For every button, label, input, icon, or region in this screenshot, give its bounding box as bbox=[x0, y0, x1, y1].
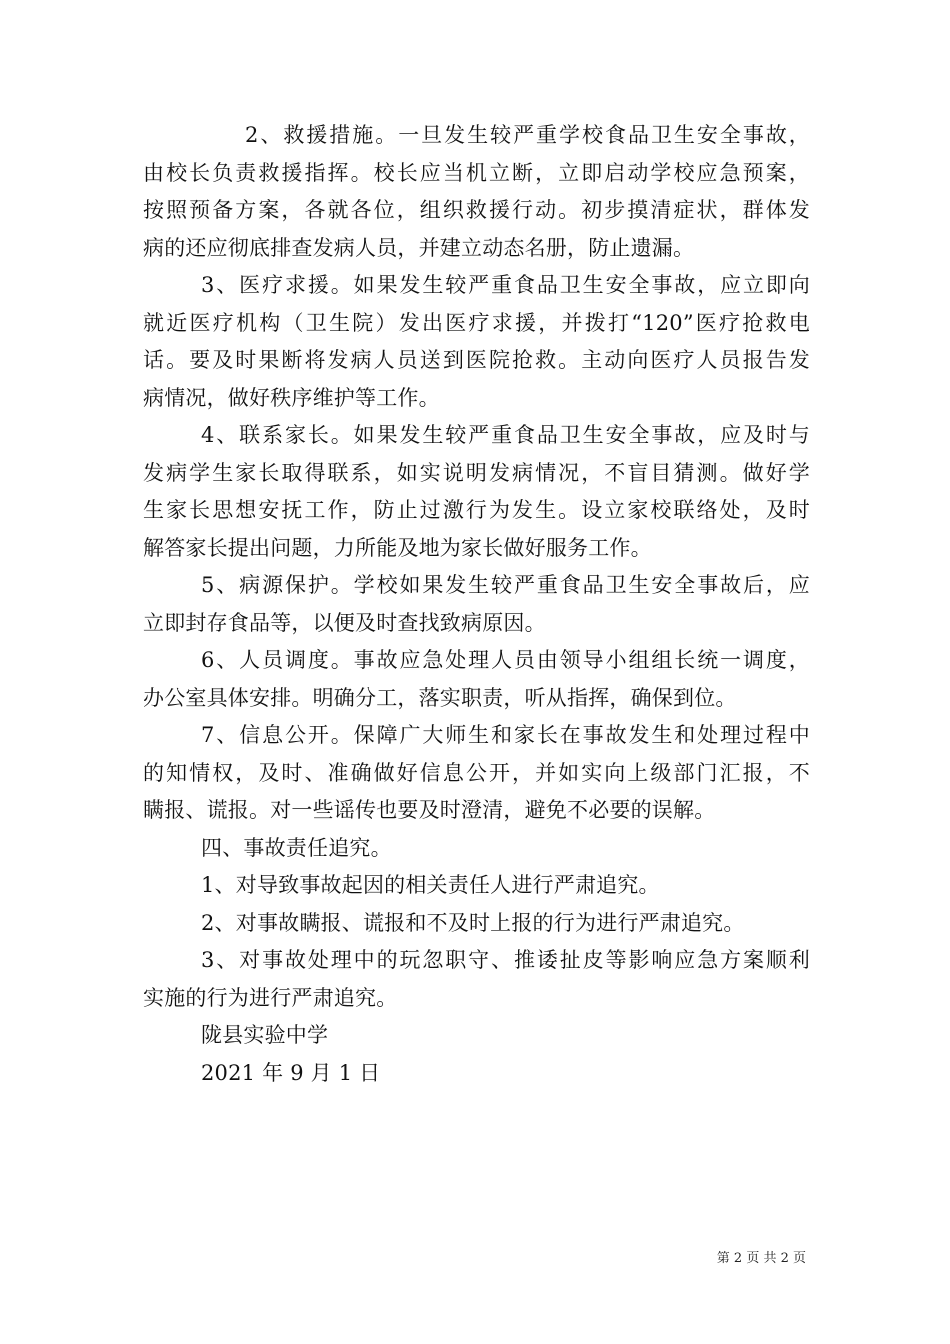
text-line: 的知情权，及时、准确做好信息公开，并如实向上级部门汇报，不 bbox=[143, 760, 810, 785]
text-line: 2021 年 9 月 1 日 bbox=[201, 1060, 381, 1085]
text-line: 话。要及时果断将发病人员送到医院抢救。主动向医疗人员报告发 bbox=[143, 348, 810, 372]
text-line: 生家长思想安抚工作，防止过激行为发生。设立家校联络处，及时 bbox=[143, 498, 810, 522]
text-line: 由校长负责救援指挥。校长应当机立断，立即启动学校应急预案， bbox=[143, 160, 810, 185]
text-line: 发病学生家长取得联系，如实说明发病情况，不盲目猜测。做好学 bbox=[143, 460, 810, 485]
text-line: 实施的行为进行严肃追究。 bbox=[143, 985, 398, 1010]
text-line: 陇县实验中学 bbox=[201, 1023, 329, 1047]
text-line: 病情况，做好秩序维护等工作。 bbox=[143, 385, 440, 410]
text-line: 立即封存食品等，以便及时查找致病原因。 bbox=[143, 610, 546, 635]
text-line: 3、对事故处理中的玩忽职守、推诿扯皮等影响应急方案顺利 bbox=[201, 948, 810, 972]
text-line: 办公室具体安排。明确分工，落实职责，听从指挥，确保到位。 bbox=[143, 685, 737, 710]
text-line: 四、事故责任追究。 bbox=[201, 835, 392, 860]
page-number: 第 2 页 共 2 页 bbox=[716, 1251, 806, 1266]
text-line: 4、联系家长。如果发生较严重食品卫生安全事故，应及时与 bbox=[201, 423, 810, 447]
text-line: 3、医疗求援。如果发生较严重食品卫生安全事故，应立即向 bbox=[201, 273, 810, 297]
text-line: 5、病源保护。学校如果发生较严重食品卫生安全事故后，应 bbox=[201, 573, 810, 597]
text-line: 7、信息公开。保障广大师生和家长在事故发生和处理过程中 bbox=[201, 723, 810, 747]
text-line: 6、人员调度。事故应急处理人员由领导小组组长统一调度， bbox=[201, 648, 810, 672]
text-line: 解答家长提出问题，力所能及地为家长做好服务工作。 bbox=[143, 535, 652, 560]
text-line: 2、救援措施。一旦发生较严重学校食品卫生安全事故， bbox=[245, 123, 810, 147]
text-line: 瞒报、谎报。对一些谣传也要及时澄清，避免不必要的误解。 bbox=[143, 798, 716, 822]
text-line: 就近医疗机构（卫生院）发出医疗求援，并拨打“120”医疗抢救电 bbox=[143, 310, 810, 335]
text-line: 病的还应彻底排查发病人员，并建立动态名册，防止遗漏。 bbox=[143, 235, 695, 260]
document-body bbox=[143, 117, 810, 1092]
text-line: 按照预备方案，各就各位，组织救援行动。初步摸清症状，群体发 bbox=[143, 198, 810, 222]
text-line: 2、对事故瞒报、谎报和不及时上报的行为进行严肃追究。 bbox=[201, 910, 745, 935]
text-line: 1、对导致事故起因的相关责任人进行严肃追究。 bbox=[201, 873, 660, 897]
